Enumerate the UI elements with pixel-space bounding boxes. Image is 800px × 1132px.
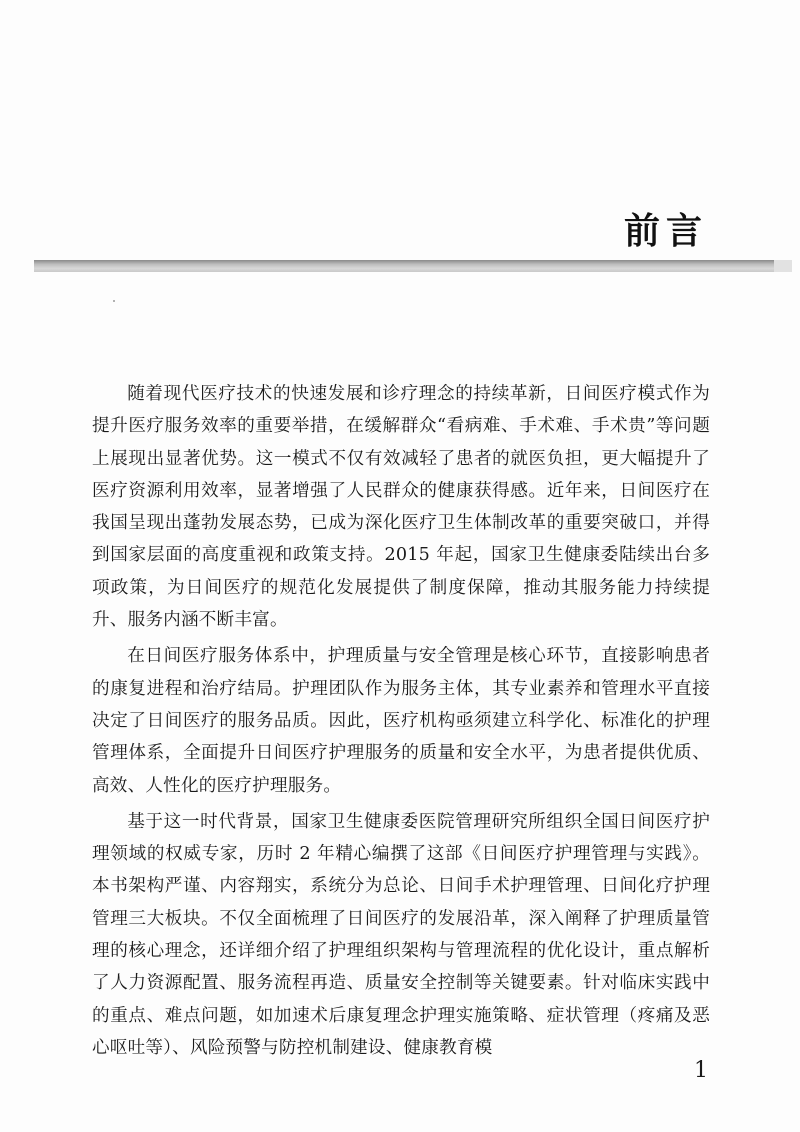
body-text (92, 378, 710, 1068)
scan-speck (113, 300, 115, 302)
paragraph-1: 随着现代医疗技术的快速发展和诊疗理念的持续革新，日间医疗模式作为提升医疗服务效率的重要举措，在缓解群众“看病难、手术难、手术贵”等问题上展现出显著优势。这一模式不仅有效减轻了患者的就医负担，更大幅提升了医疗资源利用效率，显著增强了人民群众的健康获得感。近年来，日间医疗在我国呈现出蓬勃发展态势，已成为深化医疗卫生体制改革的重要突破口，并得到国家层面的高度重视和政策支持。2015 年起，国家卫生健康委陆续出台多项政策，为日间医疗的规范化发展提供了制度保障，推动其服务能力持续提升、服务内涵不断丰富。 (92, 384, 710, 631)
title-divider (34, 260, 792, 272)
paragraph-2: 在日间医疗服务体系中，护理质量与安全管理是核心环节，直接影响患者的康复进程和治疗结局。护理团队作为服务主体，其专业素养和管理水平直接决定了日间医疗的服务品质。因此，医疗机构亟须建立科学化、标准化的护理管理体系，全面提升日间医疗护理服务的质量和安全水平，为患者提供优质、高效、人性化的医疗护理服务。 (92, 646, 710, 796)
chapter-title: 前言 (623, 211, 708, 252)
paragraph-3: 基于这一时代背景，国家卫生健康委医院管理研究所组织全国日间医疗护理领域的权威专家，历时 2 年精心编撰了这部《日间医疗护理管理与实践》。本书架构严谨、内容翔实，系统分为总论、日间手术护理管理、日间化疗护理管理三大板块。不仅全面梳理了日间医疗的发展沿革，深入阐释了护理质量管理的核心理念，还详细介绍了护理组织架构与管理流程的优化设计，重点解析了人力资源配置、服务流程再造、质量安全控制等关键要素。针对临床实践中的重点、难点问题，如加速术后康复理念护理实施策略、症状管理（疼痛及恶心呕吐等）、风险预警与防控机制建设、健康教育模 (92, 811, 710, 1058)
title-divider-end (774, 260, 792, 272)
page-number: 1 (694, 1058, 708, 1083)
